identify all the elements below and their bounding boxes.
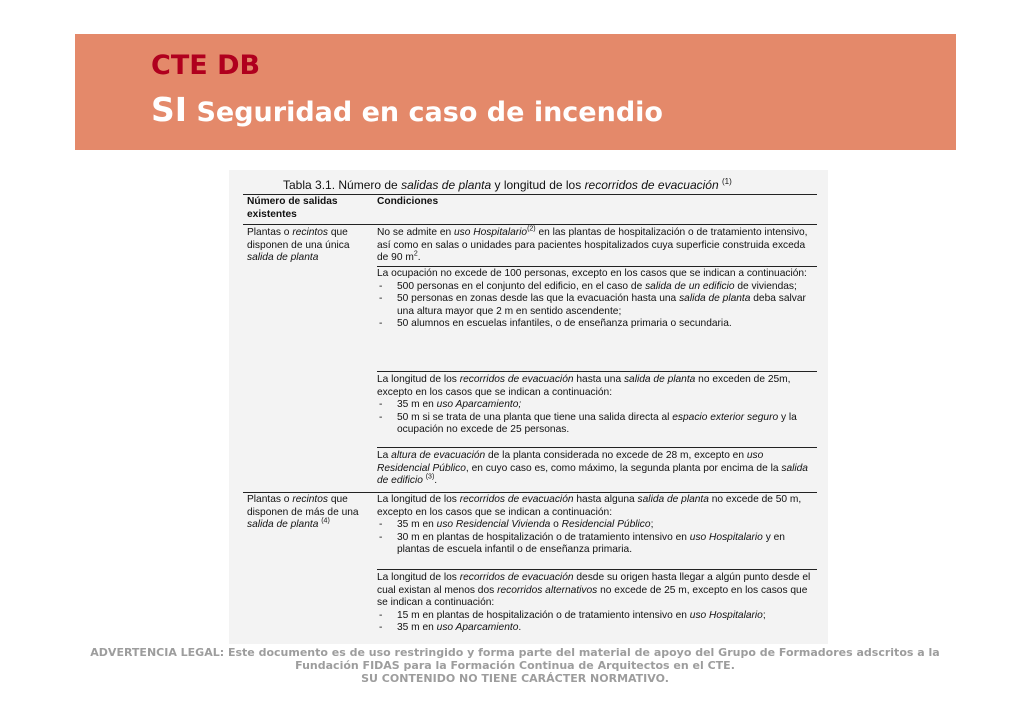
legal-warning-line2: Fundación FIDAS para la Formación Continua de Arquitectos en el CTE. xyxy=(295,659,735,672)
header-abbr: SI xyxy=(151,90,188,129)
legal-warning xyxy=(0,646,1030,685)
condition-evacuation-height: La altura de evacuación de la planta considerada no excede de 28 m, excepto en uso Residencial Público, en cuyo caso es, como máximo, la segunda planta por encima de la salida de edificio $^{(3)}$. xyxy=(377,450,808,486)
table-header-col2: Condiciones xyxy=(377,196,439,207)
header-subtitle-text: Seguridad en caso de incendio xyxy=(196,97,663,128)
document-excerpt xyxy=(229,170,828,644)
row-divider xyxy=(377,266,817,267)
condition-hospital: No se admite en uso Hospitalario$^{(2)}$ en las plantas de hospitalización o de tratamiento intensivo, así como en salas o unidades para pacientes hospitalizados cuya superficie construida exceda de 90 $m^2$. xyxy=(377,225,808,263)
condition-occupancy: La ocupación no excede de 100 personas, excepto en los casos que se indican a continuación: - 500 personas en el conjunto del edificio, en el caso de salida de un edificio de viviendas; - 50 personas en zonas desde las que la evacuación hasta una salida de planta deba salvar una altura mayor que 2 m en sentido ascendente; - 50 alumnos en escuelas infantiles, o de enseñanza primaria o secundaria. xyxy=(377,268,807,329)
legal-warning-line3: SU CONTENIDO NO TIENE CARÁCTER NORMATIVO. xyxy=(361,672,669,685)
table-row-label-single-exit: Plantas o recintos que disponen de una única salida de planta xyxy=(247,227,350,263)
table-title: Tabla 3.1. Número de salidas de planta y longitud de los recorridos de evacuación $^{(1)}$ xyxy=(283,177,732,192)
table-header-col1: Número de salidas existentes xyxy=(247,196,338,220)
row-divider xyxy=(377,371,817,372)
table-top-rule xyxy=(243,194,817,195)
condition-alternative-routes: La longitud de los recorridos de evacuación desde su origen hasta llegar a algún punto desde el cual existan al menos dos recorridos alternativos no excede de 25 m, excepto en los casos que se indican a continuación: - 15 m en plantas de hospitalización o de tratamiento intensivo en uso Hospitalario; - 35 m en uso Aparcamiento. xyxy=(377,572,811,633)
group-divider xyxy=(243,492,817,493)
table-row-label-multiple-exits: Plantas o recintos que disponen de más de una salida de planta $^{(4)}$ xyxy=(247,494,359,530)
header-title: CTE DB xyxy=(151,50,261,81)
condition-route-length-multi: La longitud de los recorridos de evacuación hasta alguna salida de planta no excede de 50 m, excepto en los casos que se indican a continuación: - 35 m en uso Residencial Vivienda o Residencial Público; - 30 m en plantas de hospitalización o de tratamiento intensivo en uso Hospitalario y en plantas de escuela infantil o de enseñanza primaria. xyxy=(377,494,802,555)
header-subtitle xyxy=(151,90,663,129)
header-banner xyxy=(75,34,956,150)
condition-route-length: La longitud de los recorridos de evacuación hasta una salida de planta no exceden de 25m, excepto en los casos que se indican a continuación: - 35 m en uso Aparcamiento; - 50 m si se trata de una planta que tiene una salida directa al espacio exterior seguro y la ocupación no excede de 25 personas. xyxy=(377,374,797,435)
row-divider xyxy=(377,447,817,448)
row-divider xyxy=(377,569,817,570)
legal-warning-line1: ADVERTENCIA LEGAL: Este documento es de uso restringido y forma parte del material de apoyo del Grupo de Formadores adscritos a la xyxy=(90,646,940,659)
